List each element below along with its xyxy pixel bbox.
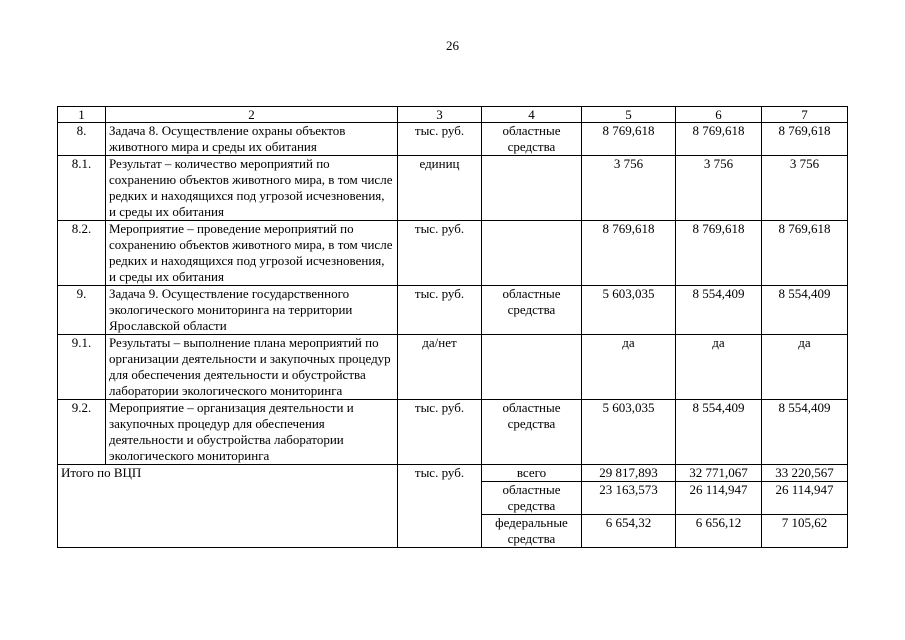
row-name: Результаты – выполнение плана мероприятий по организации деятельности и закупочных процедур для обеспечения деятельности и обустройства лаборатории экологического мониторинга [106,335,398,400]
row-number: 8.1. [58,156,106,221]
row-source [482,156,582,221]
row-value-5: 5 603,035 [582,400,676,465]
total-value-5: 23 163,573 [582,482,676,515]
table-row [58,156,848,221]
header-cell: 7 [762,107,848,123]
row-source [482,335,582,400]
total-value-6: 6 656,12 [676,515,762,548]
row-source: областные средства [482,123,582,156]
row-name: Мероприятие – проведение мероприятий по сохранению объектов животного мира, в том числе редких и находящихся под угрозой исчезновения, и среды их обитания [106,221,398,286]
row-value-5: 3 756 [582,156,676,221]
row-source: областные средства [482,400,582,465]
row-value-6: 8 769,618 [676,123,762,156]
row-value-7: 8 554,409 [762,400,848,465]
total-value-5: 29 817,893 [582,465,676,482]
total-source: областные средства [482,482,582,515]
row-value-5: 8 769,618 [582,221,676,286]
row-name: Задача 8. Осуществление охраны объектов животного мира и среды их обитания [106,123,398,156]
total-value-7: 33 220,567 [762,465,848,482]
total-unit: тыс. руб. [398,465,482,548]
row-name: Мероприятие – организация деятельности и закупочных процедур для обеспечения деятельности и обустройства лаборатории экологического мониторинга [106,400,398,465]
header-cell: 5 [582,107,676,123]
total-source: всего [482,465,582,482]
row-value-7: 8 769,618 [762,221,848,286]
budget-table [57,106,848,548]
row-name: Задача 9. Осуществление государственного экологического мониторинга на территории Ярославской области [106,286,398,335]
table-row [58,123,848,156]
table-row [58,400,848,465]
row-number: 9.2. [58,400,106,465]
row-value-7: 8 769,618 [762,123,848,156]
row-value-6: 8 769,618 [676,221,762,286]
row-unit: тыс. руб. [398,123,482,156]
row-value-7: 3 756 [762,156,848,221]
total-value-6: 32 771,067 [676,465,762,482]
header-cell: 1 [58,107,106,123]
row-value-6: да [676,335,762,400]
table-row [58,286,848,335]
row-unit: единиц [398,156,482,221]
row-number: 9.1. [58,335,106,400]
total-value-7: 26 114,947 [762,482,848,515]
row-unit: тыс. руб. [398,286,482,335]
row-value-6: 3 756 [676,156,762,221]
total-value-5: 6 654,32 [582,515,676,548]
row-value-6: 8 554,409 [676,286,762,335]
table-row [58,221,848,286]
header-cell: 4 [482,107,582,123]
total-value-6: 26 114,947 [676,482,762,515]
header-cell: 3 [398,107,482,123]
row-value-5: да [582,335,676,400]
row-number: 9. [58,286,106,335]
header-row [58,107,848,123]
row-unit: тыс. руб. [398,400,482,465]
row-number: 8. [58,123,106,156]
header-cell: 6 [676,107,762,123]
total-row [58,465,848,482]
row-value-5: 8 769,618 [582,123,676,156]
table-row [58,335,848,400]
header-cell: 2 [106,107,398,123]
row-name: Результат – количество мероприятий по сохранению объектов животного мира, в том числе редких и находящихся под угрозой исчезновения, и среды их обитания [106,156,398,221]
row-source: областные средства [482,286,582,335]
row-unit: да/нет [398,335,482,400]
row-value-7: да [762,335,848,400]
row-value-7: 8 554,409 [762,286,848,335]
page-number: 26 [446,38,459,53]
total-source: федеральные средства [482,515,582,548]
total-value-7: 7 105,62 [762,515,848,548]
row-value-5: 5 603,035 [582,286,676,335]
row-source [482,221,582,286]
row-value-6: 8 554,409 [676,400,762,465]
total-label: Итого по ВЦП [58,465,398,548]
row-number: 8.2. [58,221,106,286]
row-unit: тыс. руб. [398,221,482,286]
